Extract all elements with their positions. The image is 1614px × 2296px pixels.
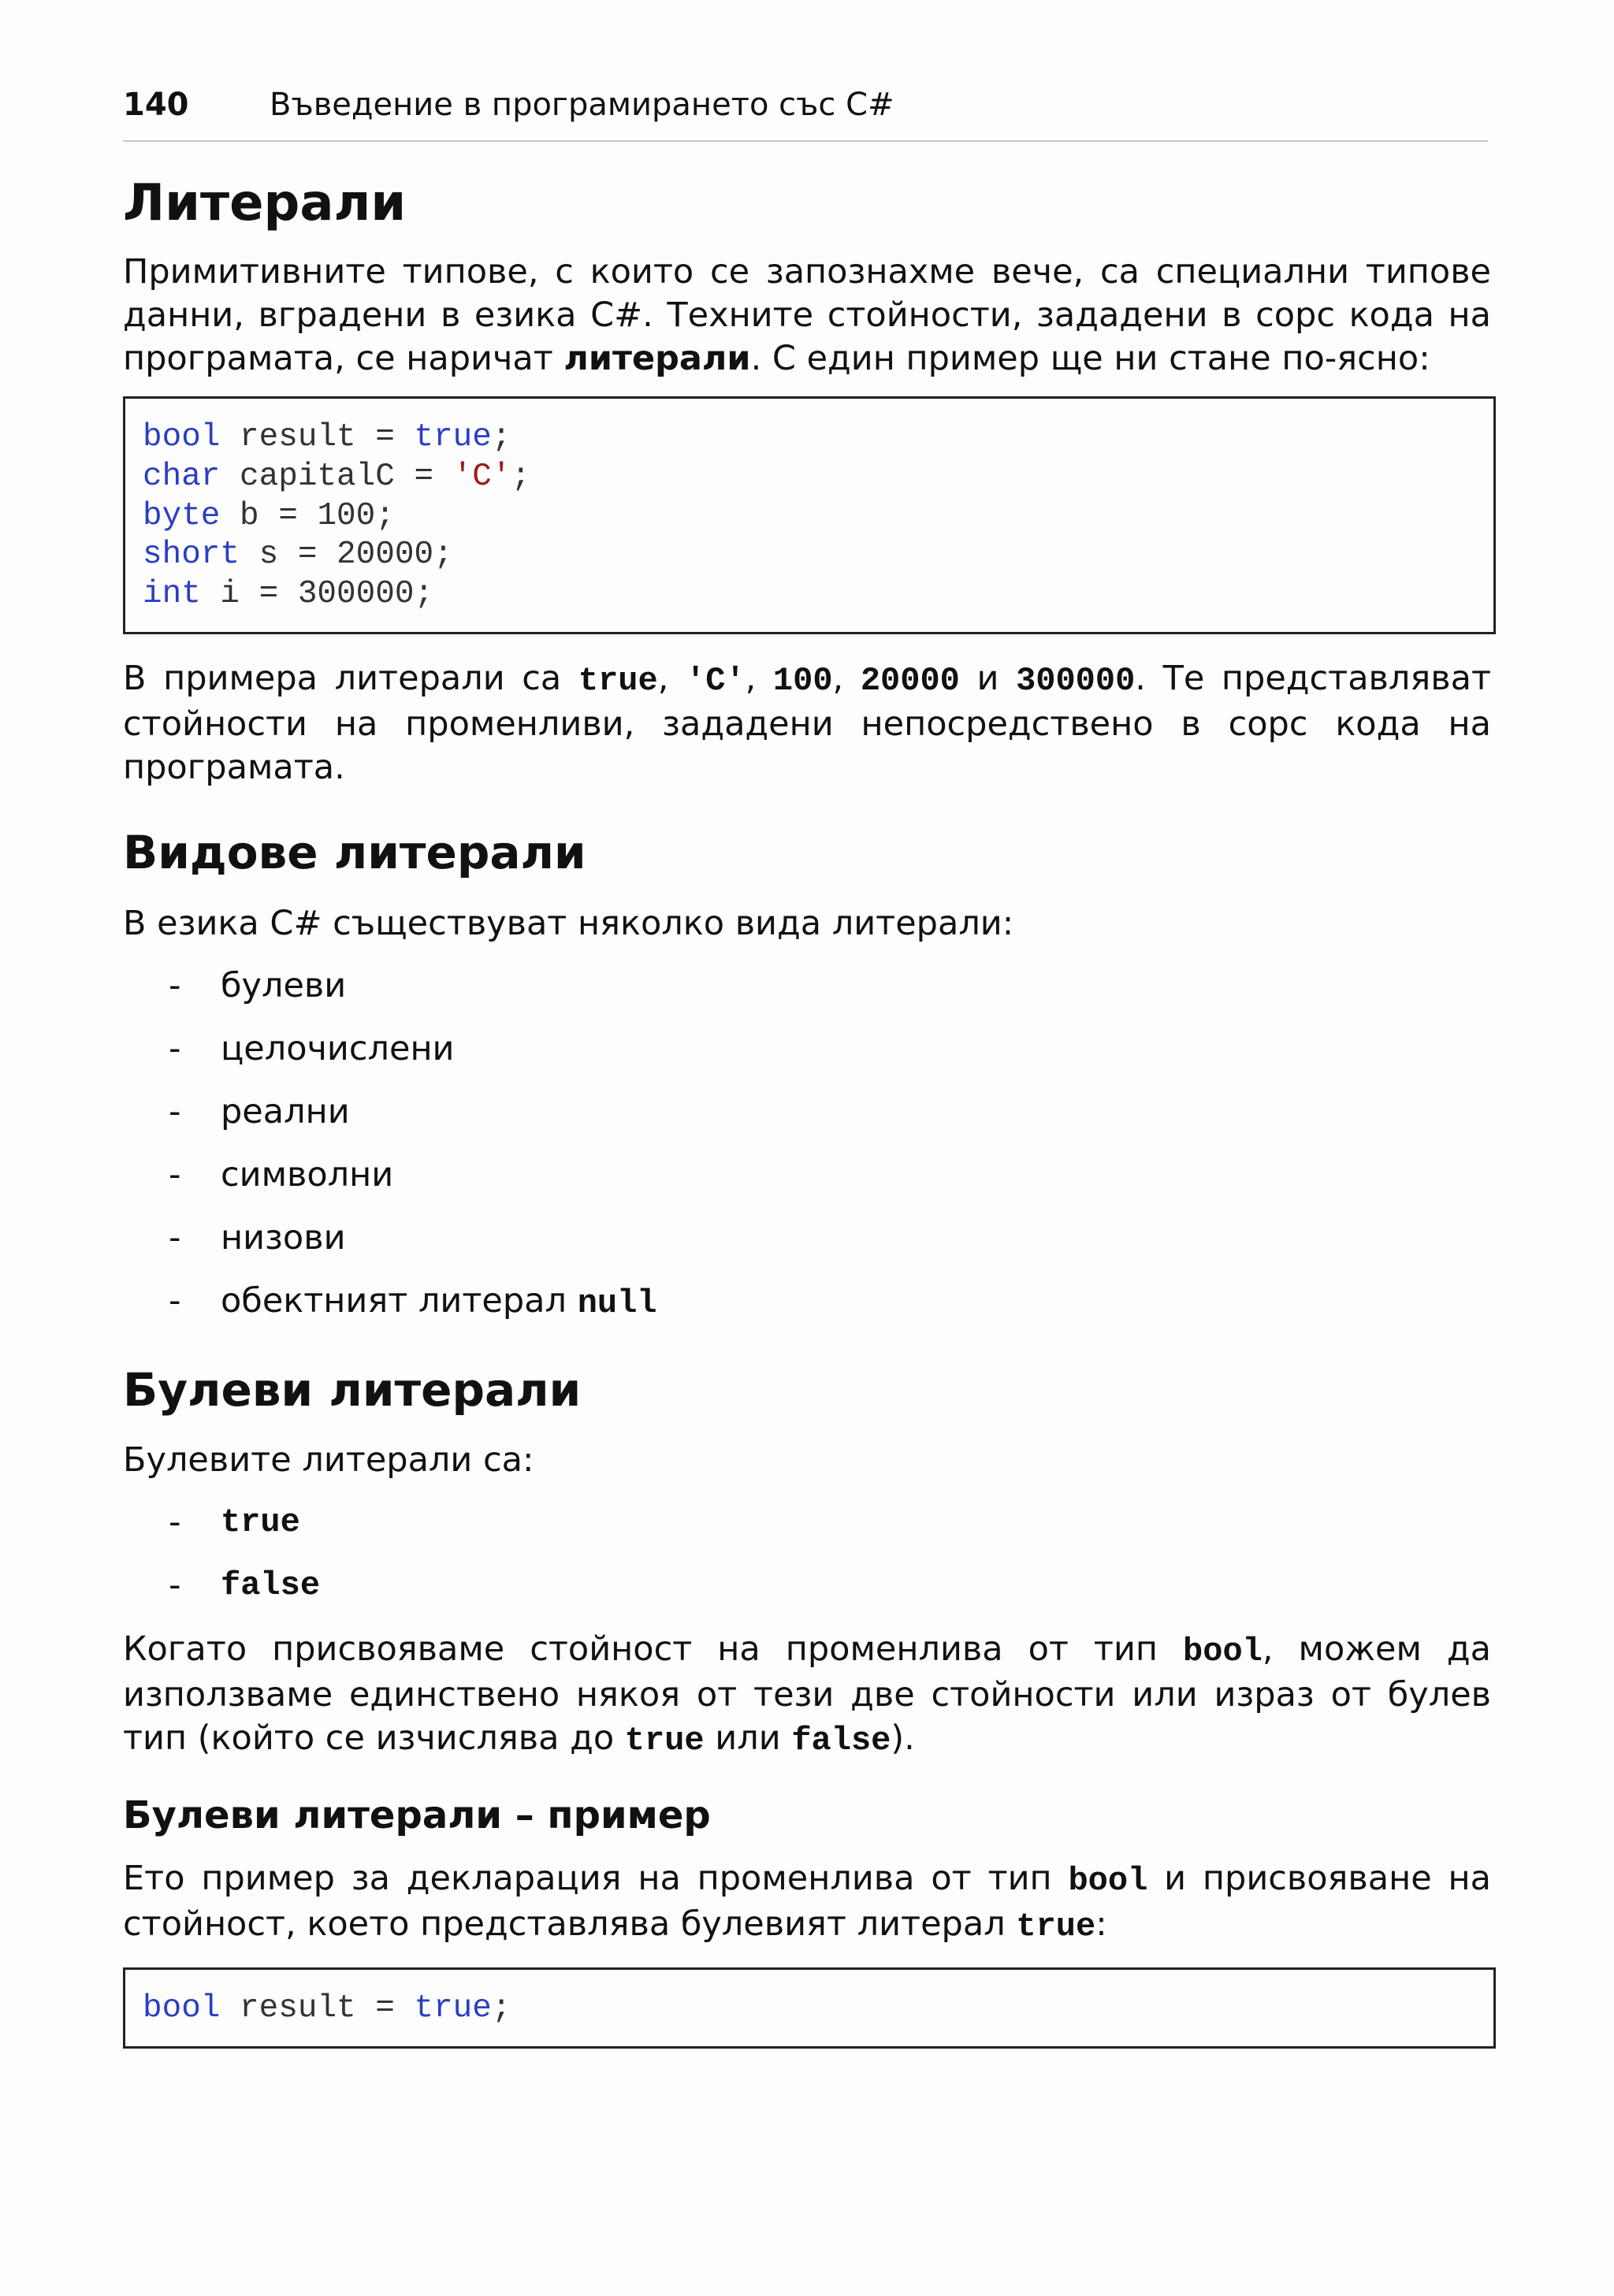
book-title: Въведение в програмирането със C# [270,87,894,123]
code-line: byte b = 100; [143,498,395,534]
code-line: bool result = true; [143,419,511,455]
page-header [123,85,1488,142]
section-title-literals: Литерали [123,174,407,232]
code-line: int i = 300000; [143,576,434,612]
section-title-literal-kinds: Видове литерали [123,826,586,879]
boolean-assignment-paragraph: Когато присвояваме стойност на променлива от тип bool, можем да използваме единствено някоя от тези две стойности или израз от булев тип (който се изчислява до true или false). [123,1629,1491,1759]
boolean-example-paragraph: Ето пример за декларация на променлива от тип bool и присвояване на стойност, което представлява булевият литерал true: [123,1859,1491,1945]
code-example-boolean [123,1967,1496,2049]
literals-explanation-paragraph: В примера литерали са true, 'C', 100, 20000 и 300000. Те представляват стойности на променливи, зададени непосредствено в сорс кода на програмата. [123,659,1491,787]
code-line: char capitalC = 'C'; [143,459,531,495]
literal-kinds-intro: В езика C# съществуват няколко вида литерали: [123,904,1014,943]
subsection-title-boolean-example: Булеви литерали – пример [123,1793,711,1837]
boolean-literals-intro: Булевите литерали са: [123,1440,534,1480]
literals-intro-paragraph: Примитивните типове, с които се запознахме вече, са специални типове данни, вградени в езика C#. Техните стойности, зададени в сорс кода на програмата, се наричат литерали. С един пример ще ни стане по-ясно: [123,252,1491,378]
section-title-boolean-literals: Булеви литерали [123,1363,582,1417]
code-line: bool result = true; [143,1990,511,2027]
code-example-literals [123,396,1496,634]
page-number: 140 [123,87,189,123]
code-line: short s = 20000; [143,537,453,573]
